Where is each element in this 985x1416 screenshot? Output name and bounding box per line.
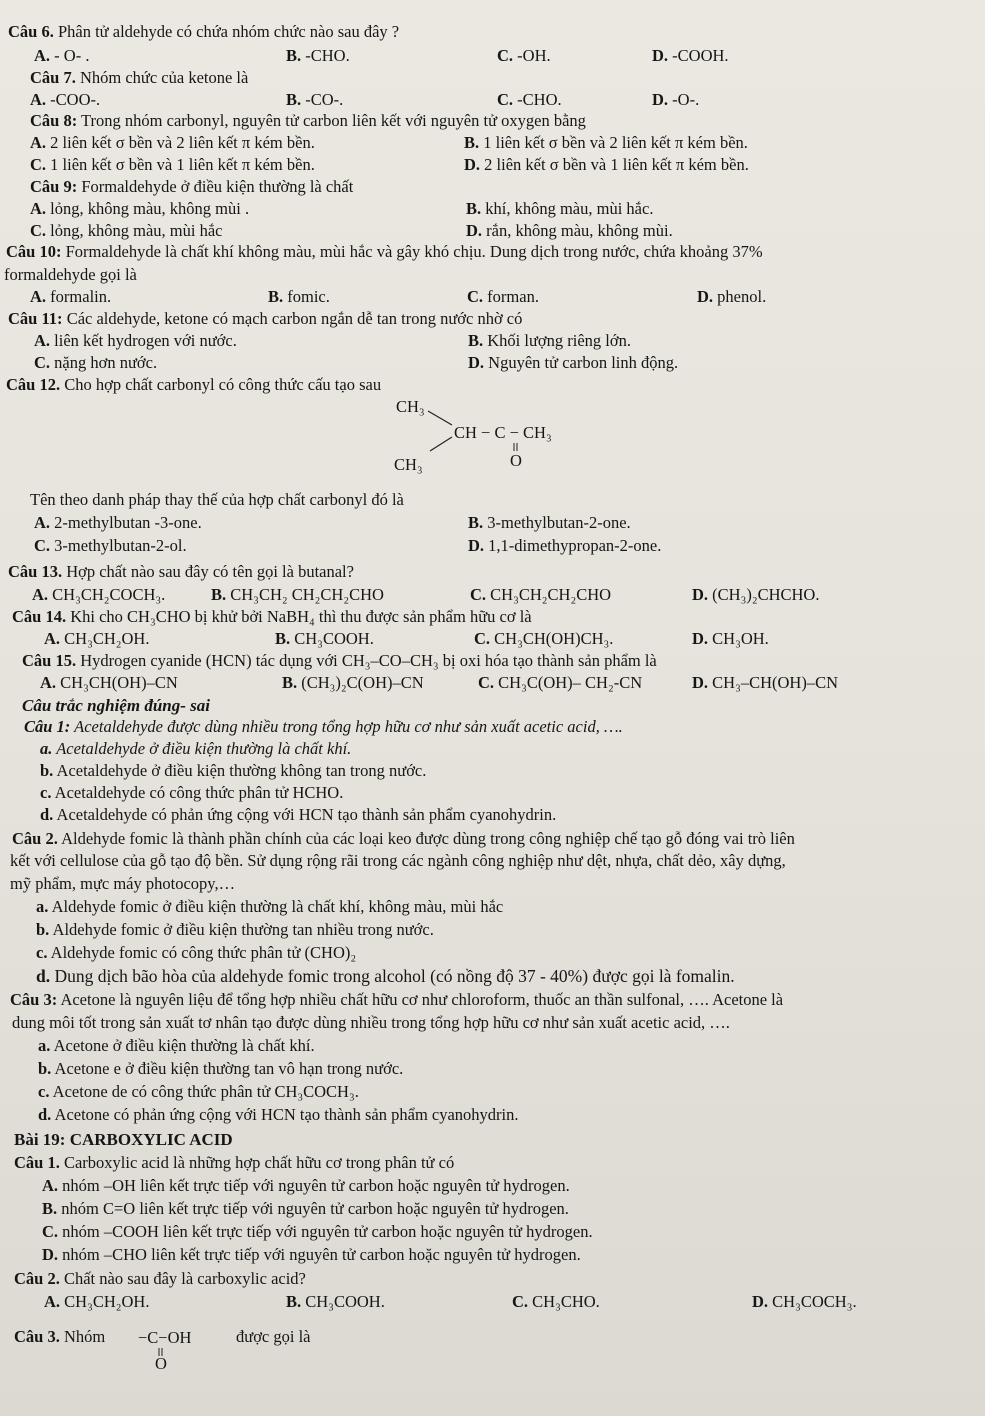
q10-option-c: forman. [487, 287, 539, 306]
b2-stem: Câu 2. Chất nào sau đây là carboxylic acid? [14, 1269, 306, 1288]
q11-option-a: liên kết hydrogen với nước. [54, 331, 237, 350]
q12-carbonyl-oxygen: O [510, 451, 522, 470]
q8-option-a: 2 liên kết σ bền và 2 liên kết π kém bền. [50, 133, 315, 152]
tf2-statement-d: d. Dung dịch bão hòa của aldehyde fomic trong alcohol (có nồng độ 37 - 40%) được gọi là fomalin. [36, 966, 735, 986]
tf3-statement-c: c. Acetone de có công thức phân tử CH₃COCH₃. [38, 1082, 359, 1101]
q13-stem: Câu 13. Hợp chất nào sau đây có tên gọi là butanal? [8, 562, 354, 581]
b1-option-c: C. nhóm –COOH liên kết trực tiếp với nguyên tử carbon hoặc nguyên tử hydrogen. [42, 1222, 593, 1241]
b1-stem: Câu 1. Carboxylic acid là những hợp chất hữu cơ trong phân tử có [14, 1153, 455, 1172]
tf1-statement-b: b. Acetaldehyde ở điều kiện thường không tan trong nước. [40, 761, 427, 780]
q11-option-b: Khối lượng riêng lớn. [487, 331, 631, 350]
q12-question: Tên theo danh pháp thay thế của hợp chất carbonyl đó là [30, 490, 404, 509]
q9-option-d: rắn, không màu, không mùi. [486, 221, 673, 240]
q6-option-a: - O- . [54, 46, 90, 65]
q10-stem: Câu 10: Formaldehyde là chất khí không màu, mùi hắc và gây khó chịu. Dung dịch trong nước, chứa khoảng 37% [6, 242, 763, 261]
b2-option-d: CH₃COCH₃. [772, 1292, 857, 1311]
q8-option-b: 1 liên kết σ bền và 2 liên kết π kém bền. [483, 133, 748, 152]
q14-stem: Câu 14. Khi cho CH₃CHO bị khử bởi NaBH₄ thì thu được sản phẩm hữu cơ là [12, 607, 532, 626]
tf1-statement-d: d. Acetaldehyde có phản ứng cộng với HCN tạo thành sản phẩm cyanohydrin. [40, 805, 557, 824]
q7-stem: Câu 7. Nhóm chức của ketone là [30, 68, 249, 87]
q12-option-d: 1,1-dimethypropan-2-one. [488, 536, 662, 555]
b2-option-c: CH₃CHO. [532, 1292, 600, 1311]
q12-methyl-bottom: CH₃ [394, 455, 423, 474]
q11-option-d: Nguyên tử carbon linh động. [488, 353, 679, 372]
b3-stem-cont: được gọi là [236, 1327, 311, 1346]
q10-option-a: formalin. [50, 287, 112, 306]
q12-option-a: 2-methylbutan -3-one. [54, 513, 202, 532]
b3-group: −C−OH [138, 1328, 192, 1347]
q9-option-c: lỏng, không màu, mùi hắc [50, 221, 223, 240]
tf-section-heading: Câu trắc nghiệm đúng- sai [22, 696, 210, 715]
q7-option-c: -CHO. [517, 90, 562, 109]
q14-option-b: CH₃COOH. [294, 629, 374, 648]
tf3-statement-b: b. Acetone e ở điều kiện thường tan vô hạn trong nước. [38, 1059, 404, 1078]
lesson-19-heading: Bài 19: CARBOXYLIC ACID [14, 1130, 233, 1149]
tf2-stem-cont1: kết với cellulose của gỗ tạo độ bền. Sử dụng rộng rãi trong các ngành công nghiệp như dệt, nhựa, chất dẻo, xây dựng, [10, 851, 786, 870]
q8-option-c: 1 liên kết σ bền và 1 liên kết π kém bền. [50, 155, 315, 174]
q13-option-d: (CH₃)₂CHCHO. [712, 585, 820, 604]
b2-option-a: CH₃CH₂OH. [64, 1292, 150, 1311]
tf3-stem-cont: dung môi tốt trong sản xuất tơ nhân tạo được dùng nhiều trong tổng hợp hữu cơ như sản xuất acetic acid, …. [12, 1013, 730, 1032]
q15-stem: Câu 15. Hydrogen cyanide (HCN) tác dụng với CH₃–CO–CH₃ bị oxi hóa tạo thành sản phẩm là [22, 651, 657, 670]
q8-stem: Câu 8: Trong nhóm carbonyl, nguyên tử carbon liên kết với nguyên tử oxygen bằng [30, 111, 586, 130]
q14-option-a: CH₃CH₂OH. [64, 629, 150, 648]
q15-option-a: CH₃CH(OH)–CN [60, 673, 178, 692]
q6-option-c: -OH. [517, 46, 551, 65]
tf3-statement-a: a. Acetone ở điều kiện thường là chất khí. [38, 1036, 315, 1055]
q6-option-b: -CHO. [305, 46, 350, 65]
q13-option-a: CH₃CH₂COCH₃. [52, 585, 166, 604]
b3-carboxyl-formula [138, 1328, 228, 1378]
b1-option-d: D. nhóm –CHO liên kết trực tiếp với nguyên tử carbon hoặc nguyên tử hydrogen. [42, 1245, 581, 1264]
b3-stem: Câu 3. Nhóm [14, 1327, 106, 1346]
tf2-statement-c: c. Aldehyde fomic có công thức phân tử (CHO)₂ [36, 943, 357, 962]
q12-option-b: 3-methylbutan-2-one. [487, 513, 631, 532]
q12-main-chain: CH − C − CH₃ [454, 423, 552, 442]
q15-option-b: (CH₃)₂C(OH)–CN [301, 673, 424, 692]
q10-option-b: fomic. [287, 287, 330, 306]
q12-structural-formula [390, 395, 630, 475]
tf3-statement-d: d. Acetone có phản ứng cộng với HCN tạo thành sản phẩm cyanohydrin. [38, 1105, 519, 1124]
b1-option-b: B. nhóm C=O liên kết trực tiếp với nguyên tử carbon hoặc nguyên tử hydrogen. [42, 1199, 569, 1218]
tf1-statement-a: a. Acetaldehyde ở điều kiện thường là chất khí. [40, 739, 352, 758]
q15-option-d: CH₃–CH(OH)–CN [712, 673, 839, 692]
b3-oxygen: O [155, 1354, 167, 1373]
q6-option-d: -COOH. [672, 46, 729, 65]
b1-option-a: A. nhóm –OH liên kết trực tiếp với nguyên tử carbon hoặc nguyên tử hydrogen. [42, 1176, 570, 1195]
q9-stem: Câu 9: Formaldehyde ở điều kiện thường là chất [30, 177, 354, 196]
q12-stem: Câu 12. Cho hợp chất carbonyl có công thức cấu tạo sau [6, 375, 382, 394]
q6-stem: Câu 6. Phân tử aldehyde có chứa nhóm chức nào sau đây ? [8, 22, 400, 41]
tf1-statement-c: c. Acetaldehyde có công thức phân tử HCHO. [40, 783, 344, 802]
q11-stem: Câu 11: Các aldehyde, ketone có mạch carbon ngắn dễ tan trong nước nhờ có [8, 309, 523, 328]
tf2-statement-b: b. Aldehyde fomic ở điều kiện thường tan nhiều trong nước. [36, 920, 434, 939]
q13-option-c: CH₃CH₂CH₂CHO [490, 585, 612, 604]
tf3-stem: Câu 3: Acetone là nguyên liệu để tổng hợp nhiều chất hữu cơ như chloroform, thuốc an thần sulfonal, …. Acetone là [10, 990, 784, 1009]
tf2-stem-cont2: mỹ phẩm, mực máy photocopy,… [10, 874, 236, 893]
q8-option-d: 2 liên kết σ bền và 1 liên kết π kém bền. [484, 155, 749, 174]
q12-option-c: 3-methylbutan-2-ol. [54, 536, 187, 555]
tf1-stem: Câu 1: Acetaldehyde được dùng nhiều trong tổng hợp hữu cơ như sản xuất acetic acid, …. [24, 717, 623, 736]
q12-methyl-top: CH₃ [396, 397, 425, 416]
q7-option-b: -CO-. [305, 90, 344, 109]
q9-option-b: khí, không màu, mùi hắc. [485, 199, 654, 218]
q7-option-d: -O-. [672, 90, 700, 109]
q10-stem-cont: formaldehyde gọi là [4, 265, 137, 284]
q7-option-a: -COO-. [50, 90, 101, 109]
q9-option-a: lỏng, không màu, không mùi . [50, 199, 250, 218]
tf2-stem: Câu 2. Aldehyde fomic là thành phần chính của các loại keo được dùng trong công nghiệp chế tạo gỗ đóng vai trò liên [12, 829, 795, 848]
q10-option-d: phenol. [717, 287, 767, 306]
q15-option-c: CH₃C(OH)– CH₂-CN [498, 673, 643, 692]
q13-option-b: CH₃CH₂ CH₂CH₂CHO [230, 585, 384, 604]
q11-option-c: nặng hơn nước. [54, 353, 158, 372]
q14-option-d: CH₃OH. [712, 629, 769, 648]
b2-option-b: CH₃COOH. [305, 1292, 385, 1311]
document-page: Câu 6. Phân tử aldehyde có chứa nhóm chức nào sau đây ? A. - O- . B. -CHO. C. -OH. D. -COOH. Câu 7. Nhóm chức của ketone là A. -COO-. B. -CO-. C. -CHO. D. -O-. Câu 8: Trong nhóm carbonyl, nguyên tử carbon liên kết với nguyên tử oxygen bằng A. 2 liên kết σ bền và 2 liên kết π kém bền. B. 1 liên kết σ bền và 2 liên kết π kém bền. C. 1 liên kết σ bền và 1 liên kết π kém bền. D. 2 liên kết σ bền và 1 liên kết π kém bền. Câu 9: Formaldehyde ở điều kiện thường là chất A. lỏng, không màu, không mùi . B. khí, không màu, mùi hắc. C. lỏng, không màu, mùi hắc D. rắn, không màu, không mùi. Câu 10: Formaldehyde là chất khí không màu, mùi hắc và gây khó chịu. Dung dịch trong nước, chứa khoảng 37% formaldehyde gọi là A. formalin. B. fomic. C. forman. D. phenol. Câu 11: Các aldehyde, ketone có mạch carbon ngắn dễ tan trong nước nhờ có A. liên kết hydrogen với nước. B. Khối lượng riêng lớn. C. nặng hơn nước. D. Nguyên tử carbon linh động. Câu 12. Cho hợp chất carbonyl có công thức cấu tạo sau CH₃ CH₃ CH − C − CH₃ O Tên theo danh pháp thay thế của hợp chất carbonyl đó là A. 2-methylbutan -3-one. B. 3-methylbutan-2-one. C. 3-methylbutan-2-ol. D. 1,1-dimethypropan-2-one. Câu 13. Hợp chất nào sau đây có tên gọi là butanal? A. CH₃CH₂COCH₃. B. CH₃CH₂ CH₂CH₂CHO C. CH₃CH₂CH₂CHO D. (CH₃)₂CHCHO. Câu 14. Khi cho CH₃CHO bị khử bởi NaBH₄ thì thu được sản phẩm hữu cơ là A. CH₃CH₂OH. B. CH₃COOH. C. CH₃CH(OH)CH₃. D. CH₃OH. Câu 15. Hydrogen cyanide (HCN) tác dụng với CH₃–CO–CH₃ bị oxi hóa tạo thành sản phẩm là A. CH₃CH(OH)–CN B. (CH₃)₂C(OH)–CN C. CH₃C(OH)– CH₂-CN D. CH₃–CH(OH)–CN Câu trắc nghiệm đúng- sai Câu 1: Acetaldehyde được dùng nhiều trong tổng hợp hữu cơ như sản xuất acetic acid, …. a. Acetaldehyde ở điều kiện thường là chất khí. b. Acetaldehyde ở điều kiện thường không tan trong nước. c. Acetaldehyde có công thức phân tử HCHO. d. Acetaldehyde có phản ứng cộng với HCN tạo thành sản phẩm cyanohydrin. Câu 2. Aldehyde fomic là thành phần chính của các loại keo được dùng trong công nghiệp chế tạo gỗ đóng vai trò liên kết với cellulose của gỗ tạo độ bền. Sử dụng rộng rãi trong các ngành công nghiệp như dệt, nhựa, chất dẻo, xây dựng, mỹ phẩm, mực máy photocopy,… a. Aldehyde fomic ở điều kiện thường là chất khí, không màu, mùi hắc b. Aldehyde fomic ở điều kiện thường tan nhiều trong nước. c. Aldehyde fomic có công thức phân tử (CHO)₂ d. Dung dịch bão hòa của aldehyde fomic trong alcohol (có nồng độ 37 - 40%) được gọi là fomalin. Câu 3: Acetone là nguyên liệu để tổng hợp nhiều chất hữu cơ như chloroform, thuốc an thần sulfonal, …. Acetone là dung môi tốt trong sản xuất tơ nhân tạo được dùng nhiều trong tổng hợp hữu cơ như sản xuất acetic acid, …. a. Acetone ở điều kiện thường là chất khí. b. Acetone e ở điều kiện thường tan vô hạn trong nước. c. Acetone de có công thức phân tử CH₃COCH₃. d. Acetone có phản ứng cộng với HCN tạo thành sản phẩm cyanohydrin. Bài 19: CARBOXYLIC ACID Câu 1. Carboxylic acid là những hợp chất hữu cơ trong phân tử có A. nhóm –OH liên kết trực tiếp với nguyên tử carbon hoặc nguyên tử hydrogen. B. nhóm C=O liên kết trực tiếp với nguyên tử carbon hoặc nguyên tử hydrogen. C. nhóm –COOH liên kết trực tiếp với nguyên tử carbon hoặc nguyên tử hydrogen. D. nhóm –CHO liên kết trực tiếp với nguyên tử carbon hoặc nguyên tử hydrogen. Câu 2. Chất nào sau đây là carboxylic acid? A. CH₃CH₂OH. B. CH₃COOH. C. CH₃CHO. D. CH₃COCH₃. Câu 3. Nhóm −C−OH O được gọi là [0, 0, 985, 1416]
tf2-statement-a: a. Aldehyde fomic ở điều kiện thường là chất khí, không màu, mùi hắc [36, 897, 504, 916]
q14-option-c: CH₃CH(OH)CH₃. [494, 629, 614, 648]
